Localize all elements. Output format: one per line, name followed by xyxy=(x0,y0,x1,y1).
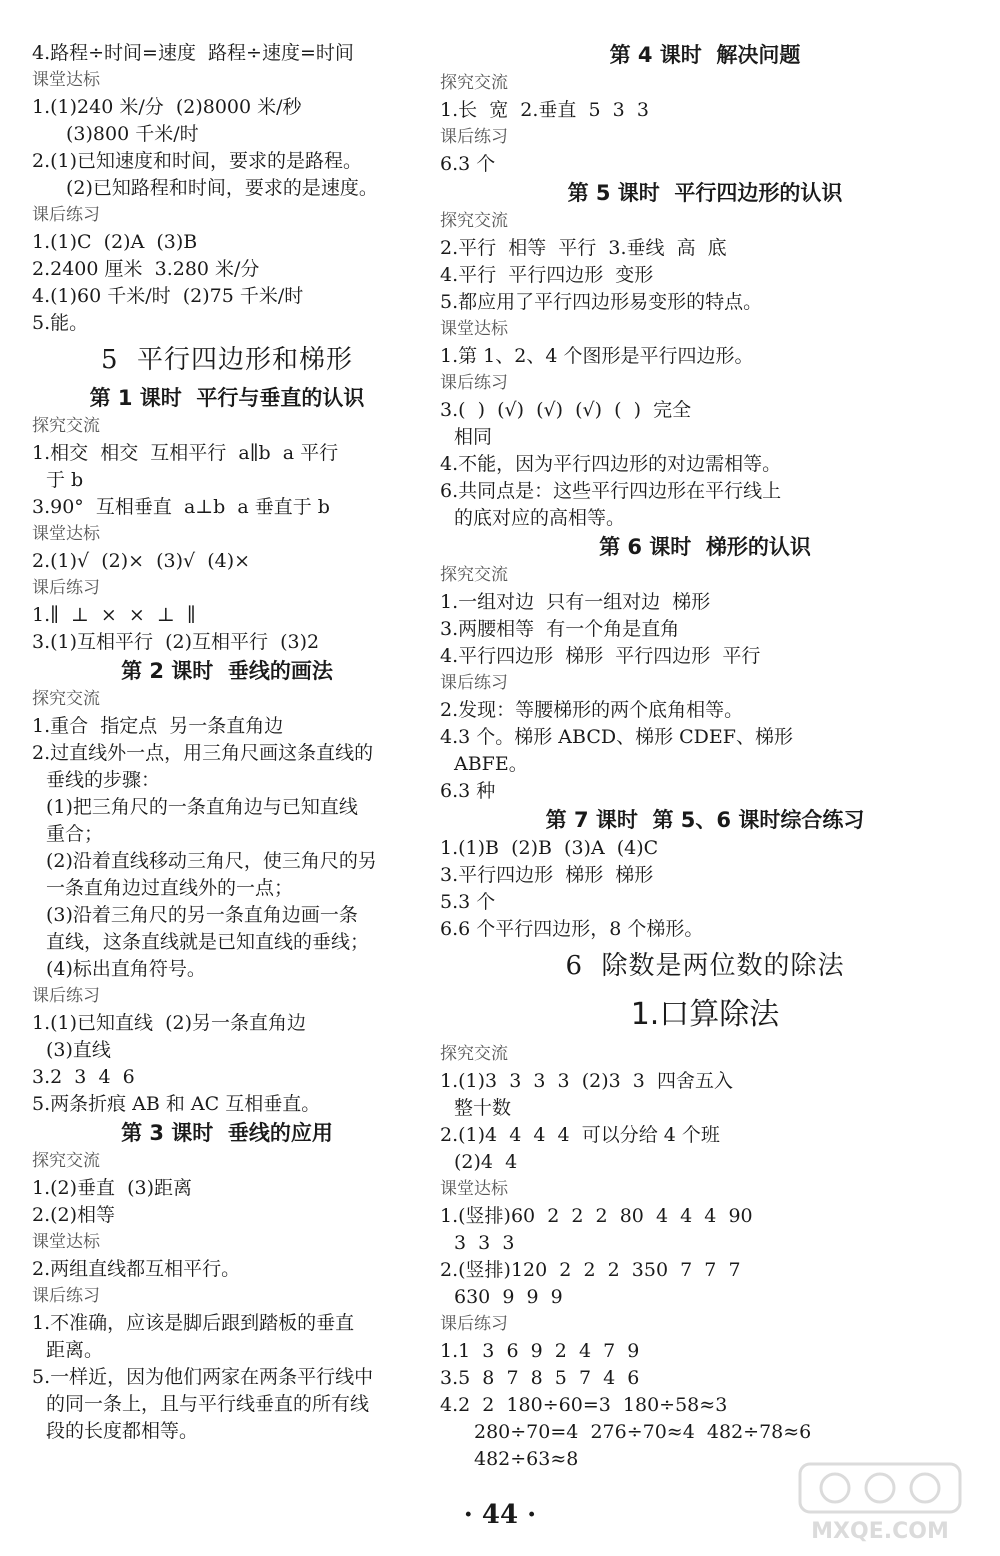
left-section-label: 课堂达标 xyxy=(32,70,100,90)
right-lesson-heading: 第 4 课时 解决问题 xyxy=(609,43,801,67)
left-answer-line: 3.(1)互相平行 (2)互相平行 (3)2 xyxy=(32,631,320,653)
left-section-label: 探究交流 xyxy=(32,689,100,709)
right-answer-line: ABFE。 xyxy=(454,753,528,775)
right-section-label: 课堂达标 xyxy=(440,1179,508,1199)
left-answer-line: 段的长度都相等。 xyxy=(46,1420,199,1442)
left-answer-line: 一条直角边过直线外的一点； xyxy=(46,877,294,899)
right-answer-line: 2.(1)4 4 4 4 可以分给 4 个班 xyxy=(440,1124,720,1146)
watermark-logo-icon xyxy=(780,1456,980,1546)
right-section-heading: 1.口算除法 xyxy=(630,997,780,1032)
right-answer-line: 482÷63≈8 xyxy=(474,1448,579,1470)
left-answer-line: 2.(1)已知速度和时间，要求的是路程。 xyxy=(32,150,363,172)
right-answer-line: 4.平行四边形 梯形 平行四边形 平行 xyxy=(440,645,761,667)
left-section-label: 课堂达标 xyxy=(32,524,100,544)
right-answer-line: 3.( ) (√) (√) (√) ( ) 完全 xyxy=(440,399,692,421)
left-answer-line: (3)800 千米/时 xyxy=(66,123,199,145)
left-answer-line: 直线，这条直线就是已知直线的垂线； xyxy=(46,931,370,953)
left-answer-line: 4.(1)60 千米/时 (2)75 千米/时 xyxy=(32,285,304,307)
left-section-label: 课后练习 xyxy=(32,1286,100,1306)
left-answer-line: 1.相交 相交 互相平行 a∥b a 平行 xyxy=(32,442,339,464)
right-answer-line: 4.平行 平行四边形 变形 xyxy=(440,264,654,286)
right-answer-line: 2.平行 相等 平行 3.垂线 高 底 xyxy=(440,237,727,259)
left-answer-line: 2.2400 厘米 3.280 米/分 xyxy=(32,258,260,280)
right-answer-line: 相同 xyxy=(454,426,493,448)
right-answer-line: 2.发现：等腰梯形的两个底角相等。 xyxy=(440,699,744,721)
left-answer-line: 1.(1)240 米/分 (2)8000 米/秒 xyxy=(32,96,302,118)
right-answer-line: 1.(竖排)60 2 2 2 80 4 4 4 90 xyxy=(440,1205,753,1227)
left-lesson-heading: 第 1 课时 平行与垂直的认识 xyxy=(89,386,365,410)
left-answer-line: 1.∥ ⊥ × × ⊥ ∥ xyxy=(32,604,196,626)
right-answer-line: 6.3 种 xyxy=(440,780,496,802)
left-section-label: 课后练习 xyxy=(32,986,100,1006)
right-answer-line: 2.(竖排)120 2 2 2 350 7 7 7 xyxy=(440,1259,741,1281)
left-answer-line: (4)标出直角符号。 xyxy=(46,958,206,980)
right-section-label: 课后练习 xyxy=(440,373,508,393)
right-lesson-heading: 第 5 课时 平行四边形的认识 xyxy=(567,181,843,205)
left-answer-line: 2.过直线外一点，用三角尺画这条直线的 xyxy=(32,742,374,764)
left-answer-line: (1)把三角尺的一条直角边与已知直线 xyxy=(46,796,358,818)
right-answer-line: 6.3 个 xyxy=(440,153,496,175)
right-answer-line: 5.3 个 xyxy=(440,891,496,913)
right-answer-line: 1.长 宽 2.垂直 5 3 3 xyxy=(440,99,649,121)
right-column xyxy=(440,40,970,1473)
left-answer-line: 3.90° 互相垂直 a⊥b a 垂直于 b xyxy=(32,496,330,518)
left-answer-line: 1.不准确，应该是脚后跟到踏板的垂直 xyxy=(32,1312,355,1334)
left-answer-line: 1.(1)C (2)A (3)B xyxy=(32,231,198,253)
right-answer-line: 4.3 个。梯形 ABCD、梯形 CDEF、梯形 xyxy=(440,726,793,748)
left-answer-line: 1.(2)垂直 (3)距离 xyxy=(32,1177,193,1199)
right-answer-line: 3.平行四边形 梯形 梯形 xyxy=(440,864,654,886)
left-answer-line: 3.2 3 4 6 xyxy=(32,1066,135,1088)
right-lesson-heading: 第 6 课时 梯形的认识 xyxy=(599,535,811,559)
right-answer-line: 3.两腰相等 有一个角是直角 xyxy=(440,618,680,640)
left-answer-line: 距离。 xyxy=(46,1339,104,1361)
right-answer-line: 的底对应的高相等。 xyxy=(454,507,626,529)
left-unit-heading: 5 平行四边形和梯形 xyxy=(100,345,354,375)
left-answer-line: 的同一条上，且与平行线垂直的所有线 xyxy=(46,1393,370,1415)
right-section-label: 探究交流 xyxy=(440,211,508,231)
right-answer-line: 4.不能，因为平行四边形的对边需相等。 xyxy=(440,453,782,475)
svg-text:MXQE.COM: MXQE.COM xyxy=(811,1519,949,1544)
right-section-label: 课后练习 xyxy=(440,1314,508,1334)
left-answer-line: 5.两条折痕 AB 和 AC 互相垂直。 xyxy=(32,1093,321,1115)
left-answer-line: 2.两组直线都互相平行。 xyxy=(32,1258,241,1280)
right-answer-line: 1.1 3 6 9 2 4 7 9 xyxy=(440,1340,640,1362)
left-answer-line: 垂线的步骤： xyxy=(46,769,161,791)
right-section-label: 探究交流 xyxy=(440,73,508,93)
right-answer-line: 5.都应用了平行四边形易变形的特点。 xyxy=(440,291,763,313)
left-answer-line: 于 b xyxy=(46,469,84,491)
left-answer-line: (2)已知路程和时间，要求的是速度。 xyxy=(66,177,378,199)
left-section-label: 探究交流 xyxy=(32,416,100,436)
right-answer-line: 整十数 xyxy=(454,1097,512,1119)
left-section-label: 课后练习 xyxy=(32,578,100,598)
right-answer-line: 3.5 8 7 8 5 7 4 6 xyxy=(440,1367,640,1389)
page-number: · 44 · xyxy=(463,1500,537,1530)
right-section-label: 课后练习 xyxy=(440,673,508,693)
left-answer-line: 2.(1)√ (2)× (3)√ (4)× xyxy=(32,550,251,572)
left-answer-line: 1.(1)已知直线 (2)另一条直角边 xyxy=(32,1012,307,1034)
left-section-label: 课堂达标 xyxy=(32,1232,100,1252)
right-answer-line: 1.第 1、2、4 个图形是平行四边形。 xyxy=(440,345,754,367)
left-answer-line: 2.(2)相等 xyxy=(32,1204,116,1226)
right-answer-line: 6.6 个平行四边形，8 个梯形。 xyxy=(440,918,704,940)
right-section-label: 探究交流 xyxy=(440,565,508,585)
right-answer-line: 4.2 2 180÷60=3 180÷58≈3 xyxy=(440,1394,728,1416)
left-answer-line: (3)直线 xyxy=(46,1039,111,1061)
right-section-label: 课后练习 xyxy=(440,127,508,147)
left-section-label: 探究交流 xyxy=(32,1151,100,1171)
right-lesson-heading: 第 7 课时 第 5、6 课时综合练习 xyxy=(545,808,865,832)
right-section-label: 探究交流 xyxy=(440,1044,508,1064)
right-answer-line: 1.一组对边 只有一组对边 梯形 xyxy=(440,591,711,613)
right-answer-line: 630 9 9 9 xyxy=(454,1286,563,1308)
left-column xyxy=(32,40,422,1445)
left-answer-line: (2)沿着直线移动三角尺，使三角尺的另 xyxy=(46,850,377,872)
left-answer-line: 4.路程÷时间=速度 路程÷速度=时间 xyxy=(32,42,354,64)
left-section-label: 课后练习 xyxy=(32,205,100,225)
right-answer-line: 280÷70=4 276÷70≈4 482÷78≈6 xyxy=(474,1421,812,1443)
left-answer-line: (3)沿着三角尺的另一条直角边画一条 xyxy=(46,904,358,926)
right-answer-line: (2)4 4 xyxy=(454,1151,518,1173)
right-answer-line: 6.共同点是：这些平行四边形在平行线上 xyxy=(440,480,782,502)
right-answer-line: 3 3 3 xyxy=(454,1232,515,1254)
left-answer-line: 重合； xyxy=(46,823,104,845)
right-answer-line: 1.(1)B (2)B (3)A (4)C xyxy=(440,837,659,859)
left-answer-line: 5.能。 xyxy=(32,312,89,334)
left-answer-line: 1.重合 指定点 另一条直角边 xyxy=(32,715,284,737)
right-unit-heading: 6 除数是两位数的除法 xyxy=(565,951,845,981)
right-section-label: 课堂达标 xyxy=(440,319,508,339)
left-answer-line: 5.一样近，因为他们两家在两条平行线中 xyxy=(32,1366,374,1388)
right-answer-line: 1.(1)3 3 3 3 (2)3 3 四舍五入 xyxy=(440,1070,733,1092)
left-lesson-heading: 第 3 课时 垂线的应用 xyxy=(121,1121,333,1145)
left-lesson-heading: 第 2 课时 垂线的画法 xyxy=(121,659,333,683)
